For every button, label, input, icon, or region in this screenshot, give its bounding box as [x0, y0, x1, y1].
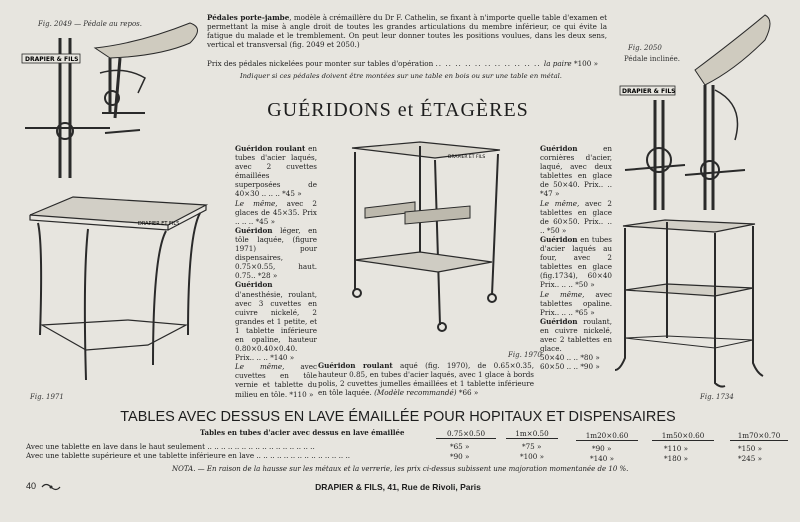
- fig-2050-sub: Pédale inclinée.: [624, 55, 680, 63]
- fleuron-icon: [40, 482, 62, 492]
- item-left-4: Le même, avec cuvettes en tôle vernie et tablette du milieu en tôle. *110 »: [235, 362, 317, 399]
- size-header-0: 0.75×0.50: [436, 429, 496, 439]
- row0-price-4: *150 »: [738, 444, 762, 453]
- pedal-rest-illustration: [20, 18, 200, 183]
- row0-price-0: *65 »: [450, 442, 470, 451]
- top-title: Pédales porte-jambe: [207, 13, 290, 22]
- right-column: [540, 144, 612, 371]
- fig-1970-label: Fig. 1970: [508, 351, 542, 359]
- size-header-4: 1m70×0.70: [730, 431, 788, 441]
- brand-cart: DRAPIER ET FILS: [448, 155, 486, 160]
- top-body: , modèle à crémaillère du Dr F. Cathelin, se fixant à n'importe quelle table d'examen et permettant la mise à angle droit de toutes les grandes articulations du membre inférieur, ce qui évite la fatigue du malade et le tremblement. On peut leur donner toutes les positions voulues, dans les deux sens, vertical et transversal (fig. 2049 et 2050.): [207, 13, 607, 50]
- pedal-inclined-illustration: [615, 10, 790, 210]
- row0-price-2: *90 »: [592, 444, 612, 453]
- fig-1971-label: Fig. 1971: [30, 393, 64, 401]
- size-header-1: 1m×0.50: [506, 429, 558, 439]
- item-right-4: Guéridon roulant, en cuivre nickelé, avec 2 tablettes en glace.: [540, 316, 612, 354]
- tables-subtitle: Tables en tubes d'acier avec dessus en lave émaillée: [200, 428, 405, 437]
- brand-left: DRAPIER & FILS: [25, 56, 79, 63]
- item-right-3: Le même, avec tablettes opaline. Prix.. .. .. *65 »: [540, 289, 612, 317]
- brand-table: DRAPIER ET FILS: [138, 221, 180, 227]
- size-header-2: 1m20×0.60: [576, 431, 638, 441]
- cart-1970-illustration: [350, 140, 525, 335]
- item-right-1: Le même, avec 2 tablettes en glace de 60×50. Prix.. .. .. *50 »: [540, 198, 612, 235]
- row1-price-4: *245 »: [738, 454, 762, 463]
- item-left-3: Guéridon d'anesthésie, roulant, avec 3 cuvettes en cuivre nickelé, 2 grandes et 1 petite, et 1 tablette inférieure en opaline, hauteur 0.80×0.40×0.40. Prix.. .. .. *140 »: [235, 280, 317, 363]
- item-left-0: Guéridon roulant en tubes d'acier laqués, avec 2 cuvettes émaillées superposées de 40×30 .. .. .. *45 »: [235, 144, 317, 199]
- left-column: [235, 144, 317, 399]
- row0-price-3: *110 »: [664, 444, 688, 453]
- row1-price-1: *100 »: [520, 452, 544, 461]
- row1-price-3: *180 »: [664, 454, 688, 463]
- fig-2050-label: Fig. 2050: [628, 44, 662, 52]
- table-row: Avec une tablette en lave dans le haut seulement .. .. .. .. .. .. .. .. .. .. .. .. .. .. .. ..: [26, 442, 315, 451]
- row1-price-0: *90 »: [450, 452, 470, 461]
- center-paragraph: Guéridon roulant aqué (fig. 1970), de 0.65×0.35, hauteur 0.85, en tubes d'acier laqués, avec 1 glace à bords polis, 2 cuvettes jumelles émaillées et 1 tablette inférieure en tôle laquée. (Modèle recommandé) *66 »: [318, 361, 534, 398]
- fig-1734-label: Fig. 1734: [700, 393, 734, 401]
- fig-2049-label: Fig. 2049 — Pédale au repos.: [38, 20, 142, 28]
- size-header-3: 1m50×0.60: [652, 431, 714, 441]
- brand-right: DRAPIER & FILS: [622, 88, 676, 95]
- item-right-6: 60×50 .. .. *90 »: [540, 362, 600, 372]
- pedal-price-unit: la paire: [543, 59, 572, 68]
- pedal-note: Indiquer si ces pédales doivent être montées sur une table en bois ou sur une table en métal.: [240, 72, 562, 80]
- pedal-price-value: *100 »: [573, 59, 598, 68]
- footer-publisher: DRAPIER & FILS, 41, Rue de Rivoli, Paris: [315, 482, 481, 492]
- page-number: 40: [26, 481, 37, 491]
- nota: NOTA. — En raison de la hausse sur les métaux et la verrerie, les prix ci-dessus subissent une majoration momentanée de 10 %.: [172, 465, 629, 473]
- item-left-2: Guéridon léger, en tôle laquée, (figure 1971) pour dispensaires, 0.75×0.55, haut. 0.75.. *28 »: [235, 225, 317, 281]
- pedal-price-label: Prix des pédales nickelées pour monter sur tables d'opération: [207, 59, 434, 68]
- item-right-2: Guéridon en tubes d'acier laqués au four, avec 2 tablettes en glace (fig.1734), 60×40 Prix.. .. .. *50 »: [540, 234, 612, 290]
- item-right-0: Guéridon en cornières d'acier, laqué, avec deux tablettes en glace de 50×40. Prix.. .. *47 »: [540, 144, 612, 199]
- row1-price-2: *140 »: [590, 454, 614, 463]
- etagere-1734-illustration: [615, 218, 765, 388]
- top-paragraph: [207, 13, 607, 49]
- item-left-1: Le même, avec 2 glaces de 45×35. Prix .. .. .. *45 »: [235, 198, 317, 226]
- item-right-5: 50×40 .. .. *80 »: [540, 353, 600, 363]
- table-1971-illustration: [28, 195, 208, 385]
- row0-price-1: *75 »: [522, 442, 542, 451]
- tables-title: TABLES AVEC DESSUS EN LAVE ÉMAILLÉE POUR HOPITAUX ET DISPENSAIRES: [120, 409, 676, 425]
- pedal-price-line: Prix des pédales nickelées pour monter sur tables d'opération .. .. .. .. .. .. .. .. .. .. .. la paire *100 »: [207, 59, 598, 68]
- section-title: GUÉRIDONS et ÉTAGÈRES: [267, 99, 529, 121]
- table-row: Avec une tablette supérieure et une tablette inférieure en lave .. .. .. .. .. .. .. .. .. .. .. .. .. ..: [26, 451, 351, 460]
